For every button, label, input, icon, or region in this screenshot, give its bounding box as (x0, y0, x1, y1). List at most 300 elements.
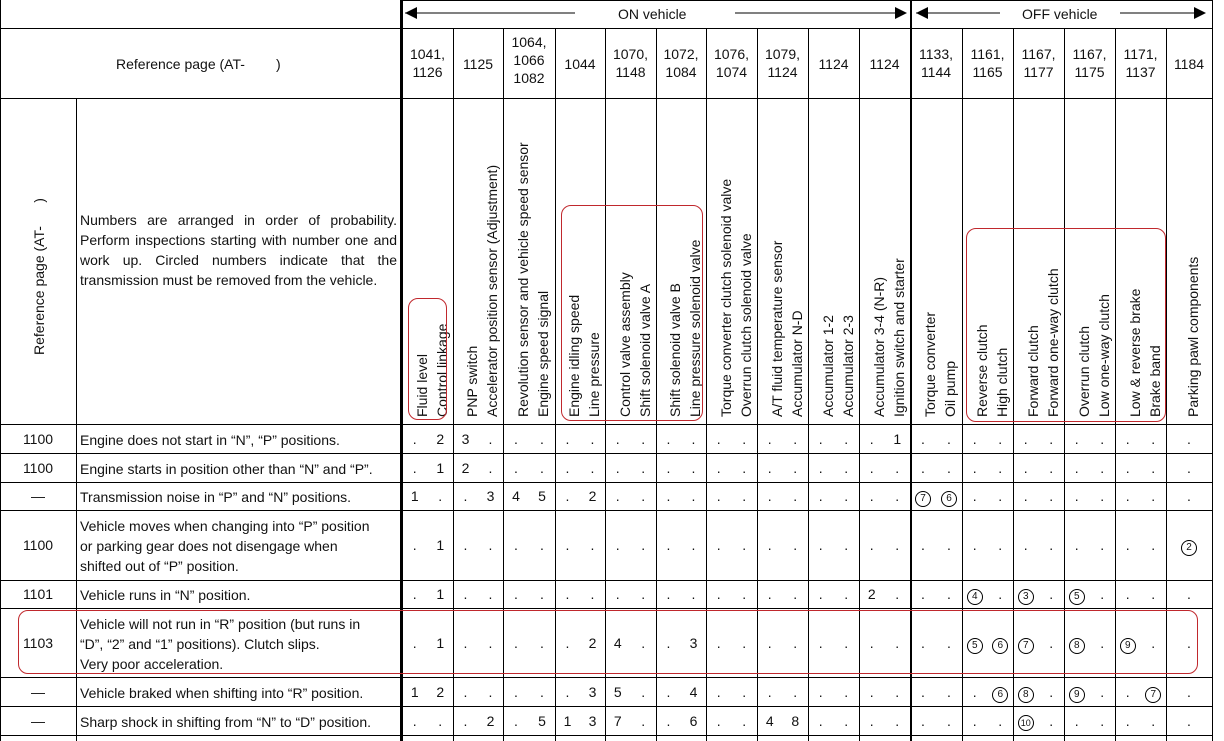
off-vehicle-label: OFF vehicle (1022, 6, 1098, 22)
column-item-label: Engine speed signal (535, 290, 551, 417)
probability-cell (885, 460, 911, 476)
probability-cell (732, 713, 758, 729)
probability-cell (885, 431, 911, 447)
on-vehicle-label: ON vehicle (618, 6, 687, 22)
probability-cell (732, 586, 758, 602)
probability-cell (402, 488, 428, 504)
probability-cell (706, 460, 732, 476)
column-reference (706, 45, 757, 81)
probability-cell (834, 586, 860, 602)
probability-cell (580, 684, 605, 700)
symptom-text (80, 459, 398, 479)
empty-mark: . (590, 459, 595, 476)
table-rule (0, 98, 1212, 99)
probability-cell (936, 684, 962, 700)
empty-mark: . (1074, 712, 1079, 729)
empty-mark: . (947, 712, 951, 729)
probability-cell (910, 684, 936, 700)
empty-mark: . (716, 712, 721, 729)
empty-mark: . (1049, 586, 1054, 602)
column-item-label: Oil pump (942, 360, 958, 417)
table-rule (0, 424, 1212, 425)
empty-mark: . (590, 537, 595, 553)
highlight-pressure-solenoid (561, 205, 703, 421)
empty-mark: . (716, 488, 721, 504)
probability-cell (656, 488, 681, 504)
probability-cell (1115, 684, 1141, 700)
empty-mark: . (1049, 459, 1054, 476)
probability-cell (656, 460, 681, 476)
probability-cell (1141, 488, 1167, 504)
probability-cell (859, 713, 885, 729)
empty-mark: . (818, 430, 823, 447)
probability-cell (402, 713, 428, 729)
empty-mark: . (412, 586, 417, 602)
empty-mark: . (767, 683, 772, 700)
empty-mark: . (818, 683, 823, 700)
probability-cell (529, 684, 555, 700)
circled-number: 6 (992, 638, 1008, 654)
probability-cell (1039, 537, 1065, 553)
circled-number: 10 (1018, 715, 1034, 731)
empty-mark: . (716, 634, 721, 651)
empty-mark: . (869, 712, 874, 729)
empty-mark: . (947, 459, 951, 476)
probability-cell (681, 537, 706, 553)
probability-cell (478, 537, 503, 553)
column-reference (453, 55, 503, 73)
empty-mark: . (921, 683, 925, 700)
empty-mark: . (793, 430, 798, 447)
empty-mark: . (869, 430, 874, 447)
circled-number: 5 (967, 638, 983, 654)
empty-mark: . (691, 430, 696, 447)
probability-cell (859, 460, 885, 476)
empty-mark: . (540, 537, 544, 553)
probability-number: 5 (538, 488, 546, 504)
probability-cell (605, 431, 631, 447)
column-item-label: Forward one-way clutch (1044, 268, 1061, 417)
probability-cell (732, 488, 758, 504)
empty-mark: . (488, 459, 493, 476)
probability-number: 2 (436, 683, 445, 700)
probability-cell (834, 460, 860, 476)
column-item-label: Line pressure solenoid valve (687, 239, 703, 417)
probability-number: 1 (436, 634, 445, 651)
empty-mark: . (1125, 712, 1130, 729)
reference-number: 1082 (513, 70, 545, 86)
reference-number: 1161, (970, 46, 1005, 62)
probability-cell (732, 537, 758, 553)
probability-cell (428, 586, 454, 602)
probability-cell (529, 488, 555, 504)
reference-number: 1144 (920, 64, 952, 80)
column-reference (910, 45, 962, 81)
probability-cell (962, 537, 988, 553)
probability-cell (580, 431, 605, 447)
circled-number: 7 (915, 491, 931, 507)
reference-number: 1070, (612, 46, 649, 62)
empty-mark: . (1074, 537, 1079, 553)
probability-number: 2 (867, 586, 876, 602)
row-reference: 1100 (22, 459, 54, 476)
column-reference (656, 45, 706, 81)
empty-mark: . (666, 430, 671, 447)
reference-number: 1126 (412, 64, 443, 80)
probability-cell (1013, 488, 1039, 504)
probability-cell (936, 586, 962, 602)
probability-cell (503, 684, 529, 700)
empty-mark: . (666, 712, 671, 729)
empty-mark: . (463, 586, 468, 602)
probability-cell (783, 488, 809, 504)
probability-cell (428, 460, 454, 476)
arrow-left-icon (405, 7, 417, 19)
probability-cell (1090, 684, 1116, 700)
probability-cell (631, 713, 657, 729)
probability-cell (681, 488, 706, 504)
probability-cell (706, 684, 732, 700)
probability-cell (808, 713, 834, 729)
empty-mark: . (1187, 586, 1191, 602)
probability-cell (706, 713, 732, 729)
empty-mark: . (488, 586, 493, 602)
probability-cell (757, 684, 783, 700)
probability-cell (962, 488, 988, 504)
empty-mark: . (615, 459, 620, 476)
column-item-label: Overrun clutch solenoid valve (737, 233, 754, 417)
column-item-label: Line pressure (586, 332, 602, 417)
empty-mark: . (742, 459, 747, 476)
column-item-label: Parking pawl components (1184, 256, 1201, 417)
empty-mark: . (767, 459, 772, 476)
probability-cell (580, 537, 605, 553)
column-reference (757, 45, 808, 81)
column-item-label: Torque converter clutch solenoid valve (717, 178, 734, 417)
probability-cell (1090, 460, 1116, 476)
empty-mark: . (767, 586, 772, 602)
probability-cell (402, 431, 428, 447)
probability-cell (681, 431, 706, 447)
probability-cell (681, 713, 706, 729)
empty-mark: . (1125, 683, 1130, 700)
probability-number: 5 (538, 712, 546, 729)
empty-mark: . (921, 537, 925, 553)
probability-cell (808, 537, 834, 553)
symptom-text (80, 712, 398, 732)
probability-cell (1166, 586, 1212, 602)
empty-mark: . (1187, 683, 1191, 700)
empty-mark: . (590, 586, 595, 602)
empty-mark: . (818, 488, 823, 504)
probability-cell (631, 488, 657, 504)
probability-number: 4 (689, 683, 698, 700)
empty-mark: . (921, 459, 925, 476)
probability-cell (503, 431, 529, 447)
probability-cell (1166, 713, 1212, 729)
probability-cell (706, 537, 732, 553)
probability-cell (910, 488, 936, 507)
empty-mark: . (412, 430, 417, 447)
empty-mark: . (514, 683, 518, 700)
probability-cell (885, 684, 911, 700)
empty-mark: . (818, 537, 823, 553)
empty-mark: . (716, 683, 721, 700)
probability-cell (1013, 684, 1039, 703)
symptom-line: Sharp shock in shifting from “N” to “D” position. (80, 713, 371, 730)
arrow-right-icon (895, 7, 907, 19)
reference-number: 1165 (972, 64, 1003, 80)
probability-cell (988, 684, 1014, 703)
probability-number: 8 (791, 712, 800, 729)
probability-cell (988, 460, 1014, 476)
empty-mark: . (869, 634, 874, 651)
probability-cell (834, 713, 860, 729)
column-item-label: Brake band (1146, 345, 1163, 417)
column-reference (962, 45, 1013, 81)
empty-mark: . (742, 430, 747, 447)
probability-cell (859, 586, 885, 602)
probability-number: 1 (893, 430, 902, 447)
empty-mark: . (540, 634, 544, 651)
probability-cell (1090, 713, 1116, 729)
probability-cell (402, 586, 428, 602)
empty-mark: . (1125, 430, 1130, 447)
row-reference: — (31, 683, 45, 700)
probability-cell (605, 684, 631, 700)
empty-mark: . (590, 430, 595, 447)
probability-cell (1115, 431, 1141, 447)
empty-mark: . (1187, 430, 1191, 447)
probability-cell (910, 586, 936, 602)
probability-cell (605, 537, 631, 553)
empty-mark: . (998, 430, 1003, 447)
empty-mark: . (514, 634, 518, 651)
probability-cell (503, 713, 529, 729)
empty-mark: . (666, 459, 671, 476)
probability-cell (1115, 460, 1141, 476)
empty-mark: . (1049, 683, 1054, 700)
probability-number: 4 (765, 712, 774, 729)
empty-mark: . (716, 459, 721, 476)
empty-mark: . (514, 430, 518, 447)
reference-number: 1079, (764, 46, 801, 62)
symptom-line: Vehicle will not run in “R” position (but runs in (80, 615, 361, 632)
probability-cell (1039, 586, 1065, 602)
empty-mark: . (1100, 459, 1105, 476)
empty-mark: . (895, 586, 900, 602)
probability-cell (910, 460, 936, 476)
column-reference (1013, 45, 1064, 81)
probability-cell (783, 537, 809, 553)
probability-cell (885, 586, 911, 602)
probability-cell (988, 713, 1014, 729)
symptom-text (80, 430, 398, 450)
probability-cell (706, 586, 732, 602)
empty-mark: . (1049, 430, 1054, 447)
column-item-label: Low one-way clutch (1095, 294, 1112, 417)
column-item-label: Control linkage (433, 323, 450, 417)
empty-mark: . (742, 712, 747, 729)
probability-cell (529, 431, 555, 447)
probability-cell (1090, 586, 1116, 602)
probability-cell (453, 537, 478, 553)
probability-cell (1064, 586, 1090, 605)
probability-cell (732, 431, 758, 447)
probability-cell (529, 537, 555, 553)
probability-cell (936, 537, 962, 553)
probability-number: 1 (436, 537, 445, 553)
empty-mark: . (869, 537, 874, 553)
empty-mark: . (615, 586, 620, 602)
empty-mark: . (540, 459, 544, 476)
reference-number: 1076, (713, 46, 750, 62)
column-item-label: Forward clutch (1024, 325, 1041, 417)
probability-cell (555, 713, 580, 729)
probability-cell (936, 488, 962, 507)
probability-cell (757, 713, 783, 729)
empty-mark: . (844, 634, 849, 651)
probability-cell (402, 460, 428, 476)
probability-cell (681, 460, 706, 476)
empty-mark: . (998, 586, 1003, 602)
column-item-label: Torque converter (922, 311, 938, 417)
empty-mark: . (463, 712, 468, 729)
probability-cell (1013, 537, 1039, 553)
empty-mark: . (691, 488, 696, 504)
column-item-label: Accumulator N-D (788, 310, 805, 417)
empty-mark: . (514, 712, 518, 729)
probability-cell (1115, 586, 1141, 602)
empty-mark: . (844, 537, 849, 553)
probability-number: 1 (410, 488, 419, 504)
probability-cell (1013, 586, 1039, 605)
empty-mark: . (1187, 459, 1191, 476)
empty-mark: . (641, 537, 646, 553)
column-item-label: Reverse clutch (973, 324, 990, 417)
vertical-reference-label: Reference page (AT- ) (31, 198, 47, 355)
probability-cell (962, 586, 988, 605)
column-item-label: PNP switch (464, 345, 480, 417)
empty-mark: . (921, 430, 925, 447)
empty-mark: . (412, 537, 417, 553)
empty-mark: . (869, 488, 874, 504)
probability-cell (885, 488, 911, 504)
table-rule (1212, 0, 1213, 741)
empty-mark: . (742, 488, 747, 504)
empty-mark: . (1100, 712, 1105, 729)
empty-mark: . (412, 634, 417, 651)
reference-number: 1066 (513, 52, 545, 68)
empty-mark: . (947, 430, 951, 447)
empty-mark: . (641, 488, 646, 504)
empty-mark: . (998, 459, 1003, 476)
empty-mark: . (1100, 634, 1105, 651)
probability-cell (1115, 488, 1141, 504)
probability-cell (834, 431, 860, 447)
probability-number: 2 (588, 634, 597, 651)
probability-cell (656, 713, 681, 729)
circled-number: 6 (941, 491, 957, 507)
empty-mark: . (540, 683, 544, 700)
symptom-line: Vehicle runs in “N” position. (80, 587, 251, 603)
empty-mark: . (1125, 586, 1130, 602)
probability-number: 4 (613, 634, 622, 651)
reference-number: 1041, (409, 46, 446, 62)
highlight-row-1103 (18, 610, 1198, 674)
reference-number: 1171, (1123, 46, 1158, 62)
empty-mark: . (1023, 459, 1028, 476)
empty-mark: . (767, 430, 772, 447)
probability-cell (706, 488, 732, 504)
probability-cell (529, 713, 555, 729)
probability-number: 3 (689, 634, 698, 651)
probability-cell (834, 537, 860, 553)
reference-number: 1084 (665, 64, 697, 80)
column-item-label: Control valve assembly (616, 272, 633, 417)
symptom-text (80, 516, 398, 576)
probability-cell (631, 586, 657, 602)
table-rule (0, 580, 1212, 581)
symptom-line: “D”, “2” and “1” positions). Clutch slips. (80, 635, 320, 652)
probability-cell (402, 537, 428, 553)
probability-cell (555, 586, 580, 602)
probability-cell (428, 488, 454, 504)
probability-cell (453, 460, 478, 476)
empty-mark: . (1074, 459, 1079, 476)
symptom-line: Vehicle moves when changing into “P” position (80, 518, 370, 534)
empty-mark: . (793, 634, 798, 651)
probability-cell (1166, 684, 1212, 700)
reference-number: 1044 (564, 56, 596, 72)
probability-cell (757, 537, 783, 553)
probability-cell (783, 713, 809, 729)
probability-cell (555, 537, 580, 553)
empty-mark: . (844, 430, 849, 447)
empty-mark: . (895, 537, 900, 553)
probability-cell (988, 488, 1014, 504)
column-item-label: Accelerator position sensor (Adjustment) (484, 164, 500, 417)
empty-mark: . (1049, 634, 1054, 651)
probability-cell (962, 431, 988, 447)
probability-cell (631, 460, 657, 476)
empty-mark: . (895, 488, 900, 504)
probability-cell (1064, 537, 1090, 553)
empty-mark: . (565, 488, 570, 504)
probability-cell (1064, 713, 1090, 729)
highlight-clutch-group (966, 228, 1166, 422)
probability-cell (783, 460, 809, 476)
circled-number: 3 (1018, 589, 1034, 605)
empty-mark: . (716, 586, 721, 602)
symptom-line: Engine starts in position other than “N” and “P”. (80, 460, 373, 477)
empty-mark: . (565, 634, 570, 651)
probability-cell (478, 460, 503, 476)
probability-cell (706, 431, 732, 447)
probability-cell (1141, 713, 1167, 729)
empty-mark: . (463, 488, 468, 504)
probability-number: 7 (613, 712, 622, 729)
row-reference: — (31, 712, 45, 729)
probability-cell (656, 684, 681, 700)
probability-cell (656, 586, 681, 602)
symptom-line: Vehicle braked when shifting into “R” position. (80, 684, 364, 701)
empty-mark: . (844, 683, 849, 700)
probability-cell (1090, 431, 1116, 447)
empty-mark: . (615, 537, 620, 553)
row-reference: 1101 (22, 586, 54, 602)
probability-cell (681, 586, 706, 602)
